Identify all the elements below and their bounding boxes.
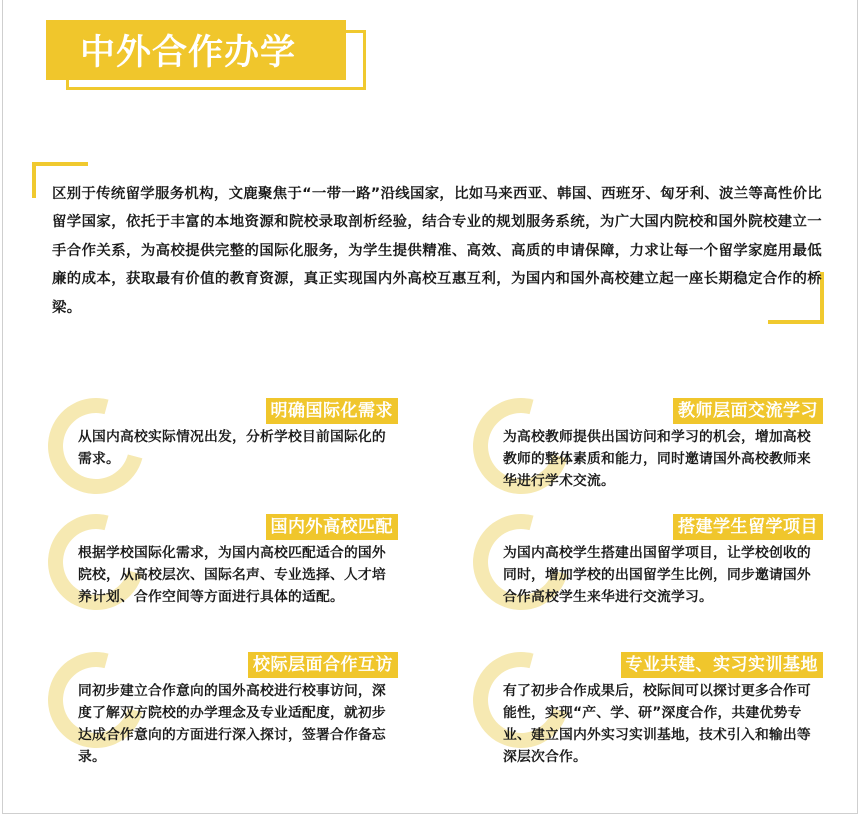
card-body: 同初步建立合作意向的国外高校进行校事访问，深度了解双方院校的办学理念及专业适配度，就初步达成合作意向的方面进行深入探讨，签署合作备忘录。 <box>78 683 386 765</box>
feature-card <box>473 514 823 624</box>
card-title: 教师层面交流学习 <box>673 398 823 424</box>
intro-paragraph: 区别于传统留学服务机构，文鹿聚焦于“一带一路”沿线国家，比如马来西亚、韩国、西班牙、匈牙利、波兰等高性价比留学国家，依托于丰富的本地资源和院校录取剖析经验，结合专业的规划服务系统，为广大国内院校和国外院校建立一手合作关系，为高校提供完整的国际化服务，为学生提供精准、高效、高质的申请保障，力求让每一个留学家庭用最低廉的成本，获取最有价值的教育资源，真正实现国内外高校互惠互利，为国内和国外高校建立起一座长期稳定合作的桥梁。 <box>52 186 822 316</box>
feature-card <box>48 514 398 624</box>
title-banner <box>46 20 346 80</box>
feature-card <box>473 652 823 765</box>
card-title: 校际层面合作互访 <box>248 652 398 678</box>
card-body: 根据学校国际化需求，为国内高校匹配适合的国外院校，从高校层次、国际名声、专业选择、人才培养计划、合作空间等方面进行具体的适配。 <box>78 545 386 605</box>
feature-card <box>48 398 398 508</box>
card-body: 从国内高校实际情况出发，分析学校目前国际化的需求。 <box>78 429 386 467</box>
card-body: 为高校教师提供出国访问和学习的机会，增加高校教师的整体素质和能力，同时邀请国外高校教师来华进行学术交流。 <box>503 429 811 489</box>
feature-card <box>473 398 823 508</box>
card-title: 国内外高校匹配 <box>266 514 399 540</box>
card-body: 为国内高校学生搭建出国留学项目，让学校创收的同时，增加学校的出国留学生比例，同步邀请国外合作高校学生来华进行交流学习。 <box>503 545 811 605</box>
feature-card <box>48 652 398 765</box>
card-body: 有了初步合作成果后，校际间可以探讨更多合作可能性，实现“产、学、研”深度合作，共建优势专业、建立国内外实习实训基地，技术引入和输出等深层次合作。 <box>503 683 811 765</box>
card-title: 搭建学生留学项目 <box>673 514 823 540</box>
page-title: 中外合作办学 <box>80 33 297 73</box>
card-title: 明确国际化需求 <box>266 398 399 424</box>
card-title: 专业共建、实习实训基地 <box>621 652 824 678</box>
